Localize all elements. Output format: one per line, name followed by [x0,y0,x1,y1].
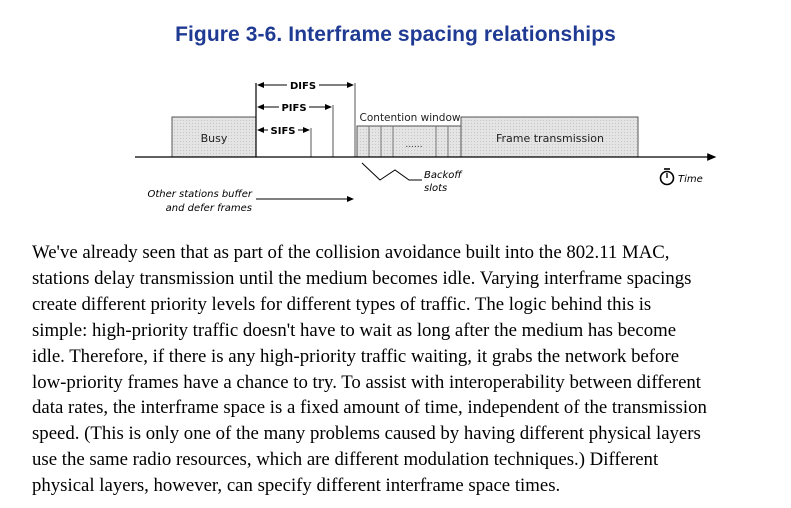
defer-label-line2: and defer frames [165,203,252,214]
paragraph-line: use the same radio resources, which are different modulation techniques.) Different [32,449,659,471]
frame-transmission-label: Frame transmission [495,132,605,145]
contention-window-label: Contention window [359,112,461,124]
paragraph-line: simple: high-priority traffic doesn't have to wait as long after the medium has become [32,319,677,341]
backoff-label-line1: Backoff [424,170,462,181]
body-paragraph [32,240,772,499]
paragraph-line: low-priority frames have a chance to try. To assist with interoperability between different [32,371,702,393]
paragraph-line: create different priority levels for different types of traffic. The logic behind this is [32,293,652,315]
stopwatch-icon [661,169,674,185]
defer-label-line1: Other stations buffer [147,189,252,200]
paragraph-line: stations delay transmission until the medium becomes idle. Varying interframe spacings [32,267,692,289]
figure-title: Figure 3-6. Interframe spacing relationships [175,23,616,46]
busy-label: Busy [200,132,228,145]
paragraph-line: data rates, the interframe space is a fixed amount of time, independent of the transmission [32,397,707,419]
contention-window-dots: ...... [405,140,423,150]
difs-label: DIFS [289,81,317,92]
backoff-pointer [362,163,422,180]
sifs-label: SIFS [270,126,296,137]
paragraph-line: We've already seen that as part of the collision avoidance built into the 802.11 MAC, [32,242,670,263]
paragraph-line: physical layers, however, can specify different interframe space times. [32,475,561,497]
paragraph-line: speed. (This is only one of the many problems caused by having different physical layers [32,423,701,445]
time-label: Time [678,174,703,185]
interframe-spacing-diagram [0,0,791,230]
pifs-label: PIFS [281,103,307,114]
backoff-label-line2: slots [424,183,448,194]
paragraph-line: idle. Therefore, if there is any high-priority traffic waiting, it grabs the network before [32,345,680,367]
